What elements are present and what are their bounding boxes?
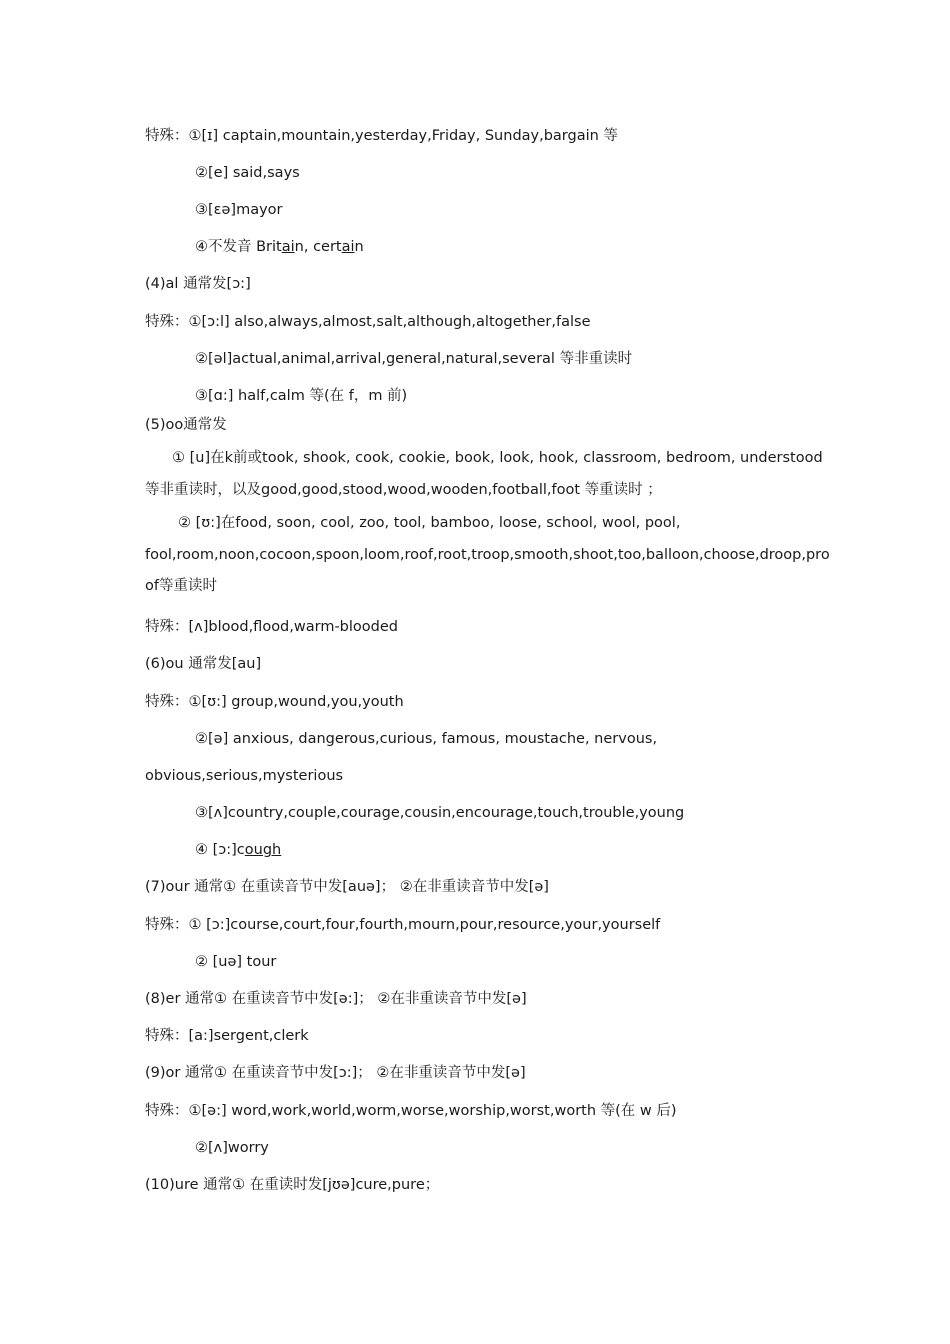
text-line: of等重读时 [145, 578, 217, 594]
text-line: (9)or 通常① 在重读音节中发[ɔ:]； ②在非重读音节中发[ə] [145, 1065, 526, 1081]
text-fragment: n [354, 239, 364, 255]
text-line: ② [ʊ:]在food, soon, cool, zoo, tool, bamboo, loose, school, wool, pool, [178, 515, 681, 531]
underlined-letters: ai [281, 239, 295, 255]
text-fragment: c [236, 842, 245, 858]
text-line: ②[əl]actual,animal,arrival,general,natural,several 等非重读时 [195, 351, 633, 367]
text-line: fool,room,noon,cocoon,spoon,loom,roof,root,troop,smooth,shoot,too,balloon,choose,droop,pro [145, 547, 830, 563]
text-line: obvious,serious,mysterious [145, 768, 344, 784]
text-line: 特殊：① [ɔ:]course,court,four,fourth,mourn,pour,resource,your,yourself [145, 917, 661, 933]
text-line [195, 237, 364, 257]
text-line: 等非重读时，以及good,good,stood,wood,wooden,football,foot 等重读时 ； [145, 482, 662, 498]
underlined-letters: ai [341, 239, 355, 255]
text-line: ② [uə] tour [195, 954, 277, 970]
text-line: (8)er 通常① 在重读音节中发[ə:]； ②在非重读音节中发[ə] [145, 991, 527, 1007]
text-line: ②[ʌ]worry [195, 1140, 269, 1156]
text-line: (6)ou 通常发[au] [145, 656, 262, 672]
text-line: ① [u]在k前或took, shook, cook, cookie, book, look, hook, classroom, bedroom, understood [172, 450, 823, 466]
text-line [195, 840, 281, 860]
text-fragment: ④不发音 Brit [195, 239, 282, 255]
text-line: 特殊：[ʌ]blood,flood,warm-blooded [145, 619, 398, 635]
text-line: 特殊：①[ɪ] captain,mountain,yesterday,Friday, Sunday,bargain 等 [145, 128, 618, 144]
text-line: ②[e] said,says [195, 165, 300, 181]
text-line: 特殊：①[ʊ:] group,wound,you,youth [145, 694, 404, 710]
text-line: 特殊：①[ɔ:l] also,always,almost,salt,although,altogether,false [145, 314, 591, 330]
text-line: ②[ə] anxious, dangerous,curious, famous, moustache, nervous, [195, 731, 658, 747]
text-line: 特殊：[a:]sergent,clerk [145, 1028, 309, 1044]
text-line: 特殊：①[ə:] word,work,world,worm,worse,worship,worst,worth 等(在 w 后) [145, 1103, 677, 1119]
text-fragment: n, cert [294, 239, 342, 255]
text-line: (5)oo通常发 [145, 417, 227, 433]
text-line: (7)our 通常① 在重读音节中发[auə]； ②在非重读音节中发[ə] [145, 879, 549, 895]
underlined-letters: ough [244, 842, 282, 858]
text-line: (4)al 通常发[ɔ:] [145, 276, 251, 292]
text-line: ③[ɛə]mayor [195, 202, 283, 218]
text-line: (10)ure 通常① 在重读时发[jʊə]cure,pure； [145, 1177, 440, 1193]
text-line: ③[ɑ:] half,calm 等(在 f，m 前) [195, 388, 408, 404]
text-fragment: ④ [ɔ:] [195, 842, 237, 858]
text-line: ③[ʌ]country,couple,courage,cousin,encourage,touch,trouble,young [195, 805, 685, 821]
